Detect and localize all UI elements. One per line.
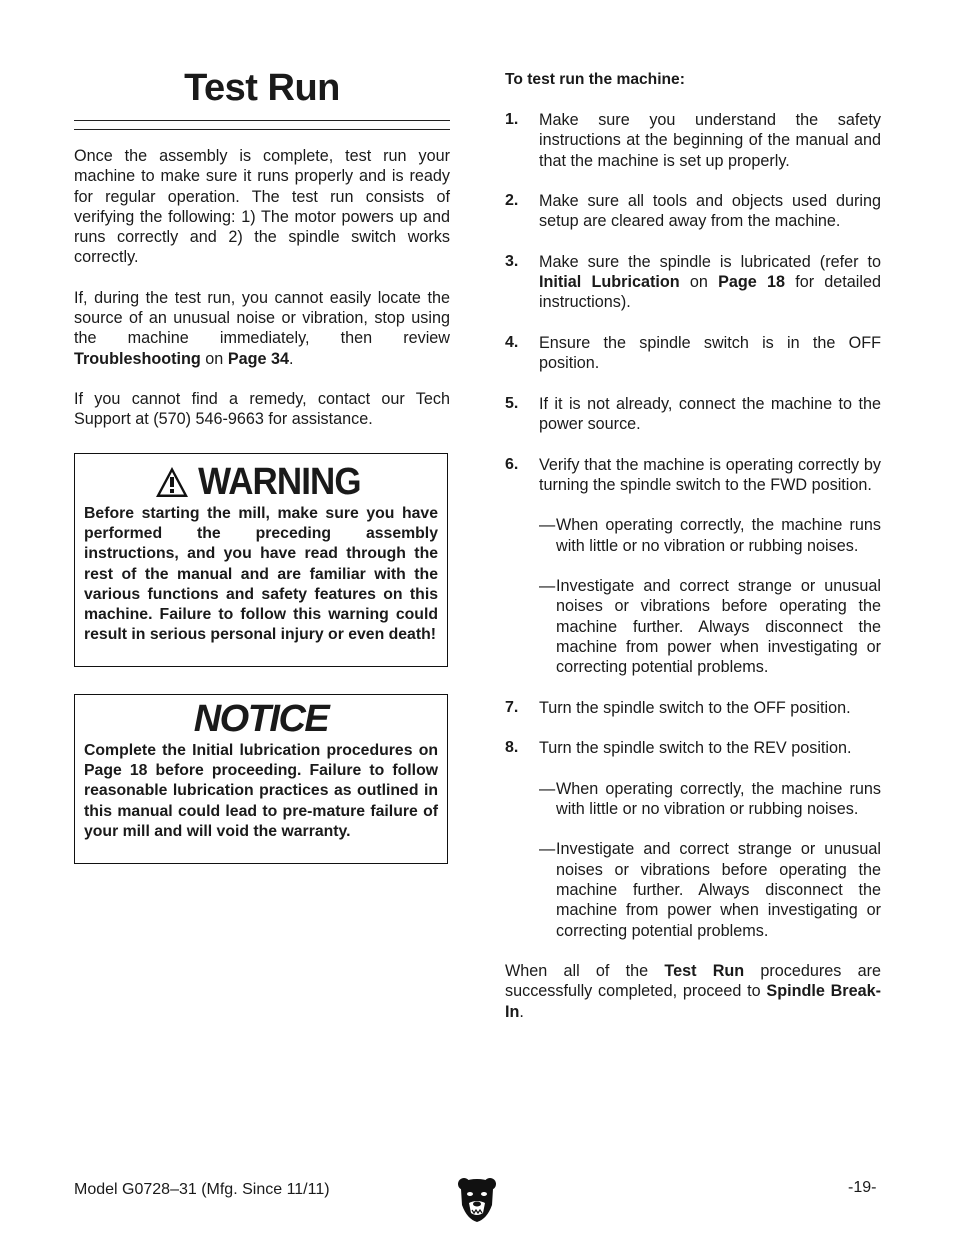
step-text: Make sure the spindle is lubricated (refer to Initial Lubrication on Page 18 for detailed instructions). <box>539 252 882 312</box>
step-6-note-investigate: — Investigate and correct strange or unusual noises or vibrations before operating the machine further. Always disconnect the machine from power when investigating or correcting potential problems. <box>539 577 881 677</box>
warning-heading <box>84 460 438 504</box>
notice-heading: NOTICE <box>193 698 329 740</box>
support-paragraph: If you cannot find a remedy, contact our Tech Support at (570) 546-9663 for assistance. <box>74 389 450 429</box>
notice-text: Complete the Initial lubrication procedures on Page 18 before proceeding. Failure to follow reasonable lubrication practices as outlined in this manual could lead to pre-mature failure of your mill and will void the warranty. <box>84 742 438 840</box>
step-text: Turn the spindle switch to the REV position. <box>539 739 852 758</box>
warning-label: WARNING <box>197 461 361 503</box>
step-number: 8. <box>505 739 519 757</box>
step-text: Turn the spindle switch to the OFF position. <box>539 698 851 717</box>
closing-paragraph: When all of the Test Run procedures are successfully completed, proceed to Spindle Break-In. <box>505 962 881 1021</box>
step-7 <box>505 698 881 718</box>
note-text: When operating correctly, the machine runs with little or no vibration or rubbing noises. <box>556 779 881 818</box>
procedure-heading: To test run the machine: <box>505 71 685 88</box>
step-6-note-correct: — When operating correctly, the machine runs with little or no vibration or rubbing noises. <box>539 516 881 555</box>
left-column <box>74 146 450 450</box>
warning-box <box>74 453 448 667</box>
step-number: 4. <box>505 333 519 351</box>
page-number: -19- <box>848 1179 877 1196</box>
title-rule-bottom <box>74 129 450 130</box>
bear-logo-icon <box>457 1175 497 1223</box>
troubleshoot-paragraph: If, during the test run, you cannot easily locate the source of an unusual noise or vibration, stop using the machine immediately, then review Troubleshooting on Page 34. <box>74 288 450 368</box>
step-8 <box>505 738 881 758</box>
step-number: 3. <box>505 252 519 270</box>
intro-paragraph: Once the assembly is complete, test run your machine to make sure it runs properly and is ready for regular operation. The test run consists of verifying the following: 1) The motor powers up and runs correctly and 2) the spindle switch works correctly. <box>74 147 450 267</box>
step-text: Make sure you understand the safety instructions at the beginning of the manual and that the machine is set up properly. <box>539 111 881 170</box>
step-number: 2. <box>505 192 519 210</box>
step-number: 5. <box>505 394 519 412</box>
notice-box <box>74 694 448 864</box>
page-title: Test Run <box>184 67 340 109</box>
note-text: When operating correctly, the machine runs with little or no vibration or rubbing noises. <box>556 516 881 555</box>
page-34-ref: Page 34 <box>227 349 290 368</box>
footer-model: Model G0728–31 (Mfg. Since 11/11) <box>74 1181 330 1198</box>
note-text: Investigate and correct strange or unusual noises or vibrations before operating the machine further. Always disconnect the machine from power when investigating or correcting potential problems. <box>556 840 881 940</box>
step-text: Make sure all tools and objects used during setup are cleared away from the machine. <box>539 192 881 231</box>
step-number: 7. <box>505 698 519 716</box>
step-text: Ensure the spindle switch is in the OFF position. <box>539 333 881 373</box>
step-8-note-investigate: — Investigate and correct strange or unusual noises or vibrations before operating the machine further. Always disconnect the machine from power when investigating or correcting potential problems. <box>539 840 881 940</box>
spindle-break-in-ref: Spindle Break-In <box>505 982 881 1021</box>
step-2 <box>505 191 881 232</box>
step-number: 1. <box>505 111 519 128</box>
warning-text: Before starting the mill, make sure you have performed the preceding assembly instructions, and you have read through the rest of the manual and are familiar with the various functions and safety features on this machine. Failure to follow this warning could result in serious personal injury or even death! <box>84 505 438 644</box>
right-column <box>505 70 881 1022</box>
step-text: If it is not already, connect the machine to the power source. <box>539 394 881 434</box>
page-18-ref: Page 18 <box>718 273 785 292</box>
test-run-ref: Test Run <box>664 962 745 981</box>
step-text: Verify that the machine is operating correctly by turning the spindle switch to the FWD position. <box>539 455 881 494</box>
initial-lubrication-ref: Initial Lubrication <box>539 273 680 292</box>
step-4 <box>505 333 881 374</box>
step-1 <box>505 110 881 171</box>
note-text: Investigate and correct strange or unusual noises or vibrations before operating the machine further. Always disconnect the machine from power when investigating or correcting potential problems. <box>556 577 881 677</box>
step-5 <box>505 394 881 435</box>
troubleshooting-ref: Troubleshooting <box>74 349 201 368</box>
step-3 <box>505 252 881 313</box>
step-number: 6. <box>505 455 519 473</box>
step-8-note-correct: — When operating correctly, the machine runs with little or no vibration or rubbing noises. <box>539 779 881 818</box>
warning-triangle-icon <box>155 466 189 498</box>
step-6 <box>505 455 881 496</box>
title-rule-top <box>74 120 450 121</box>
